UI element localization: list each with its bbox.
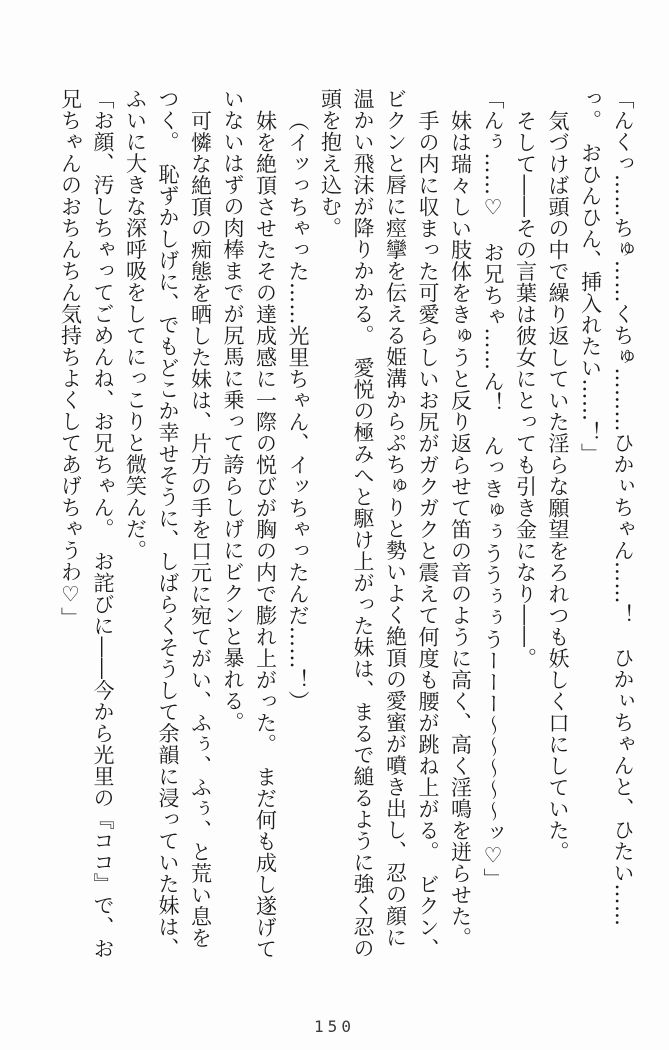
text-column: 温かい飛沫が降りかかる。 愛悦の極みへと駆け上がった妹は、まるで縋るように強く忍の — [351, 88, 375, 959]
text-column: （イッっちゃった……光里ちゃん、イッちゃったんだ……！） — [286, 109, 310, 712]
text-column: 妹を絶頂させたその達成感に一際の悦びが胸の内で膨れ上がった。 まだ何も成し遂げて — [253, 109, 278, 959]
text-column: 「んくっ……ちゅ……くちゅ………ひかぃちゃん……！ ひかぃちゃんと、ひたい…… — [611, 88, 635, 927]
text-column: 「んぅ……♡ お兄ちゃ……ん！ んっきゅぅううぅぅうーーー〜〜〜〜〜ッ♡」 — [481, 88, 505, 890]
text-column: 兄ちゃんのおちんちん気持ちよくしてあげちゃうわ♡」 — [58, 88, 83, 629]
text-column: 気づけば頭の中で繰り返していた淫らな願望をろれつも妖しく口にしていた。 — [546, 109, 570, 862]
text-column: 手の内に収まった可愛らしいお尻がガクガクと震えて何度も腰が跳ね上がる。 ビクン、 — [416, 109, 440, 959]
page-number: 150 — [314, 1017, 355, 1036]
text-column: 可憐な絶頂の痴態を晒した妹は、片方の手を口元に宛てがい、ふぅ、ふぅ、と荒い息を — [188, 109, 213, 948]
text-column: ビクンと唇に痙攣を伝える姫溝からぷちゅりと勢いよく絶頂の愛蜜が噴き出し、忍の顔に — [383, 88, 408, 948]
text-column: つく。 恥ずかしげに、でもどこか幸せそうに、しばらくそうして余韻に浸っていた妹は、 — [156, 88, 180, 959]
text-column: 頭を抱え込む。 — [318, 88, 343, 239]
text-column: 妹は瑞々しい肢体をきゅうと反り返らせて笛の音のように高く、高く淫鳴を迸らせた。 — [448, 109, 473, 948]
text-column: 「お顔、汚しちゃってごめんね、お兄ちゃん。 お詫びに――今から光里の『ココ』で、お — [91, 88, 115, 959]
text-column: っ。 おひんひん、挿入れたい……！」 — [578, 88, 603, 465]
text-column: ふいに大きな深呼吸をしてにっこりと微笑んだ。 — [123, 88, 148, 561]
vertical-text-block — [54, 88, 639, 980]
text-column: いないはずの肉棒までが尻馬に乗って誇らしげにビクンと暴れる。 — [221, 88, 245, 733]
text-column: そして――その言葉は彼女にとっても引き金になり――。 — [513, 109, 538, 669]
